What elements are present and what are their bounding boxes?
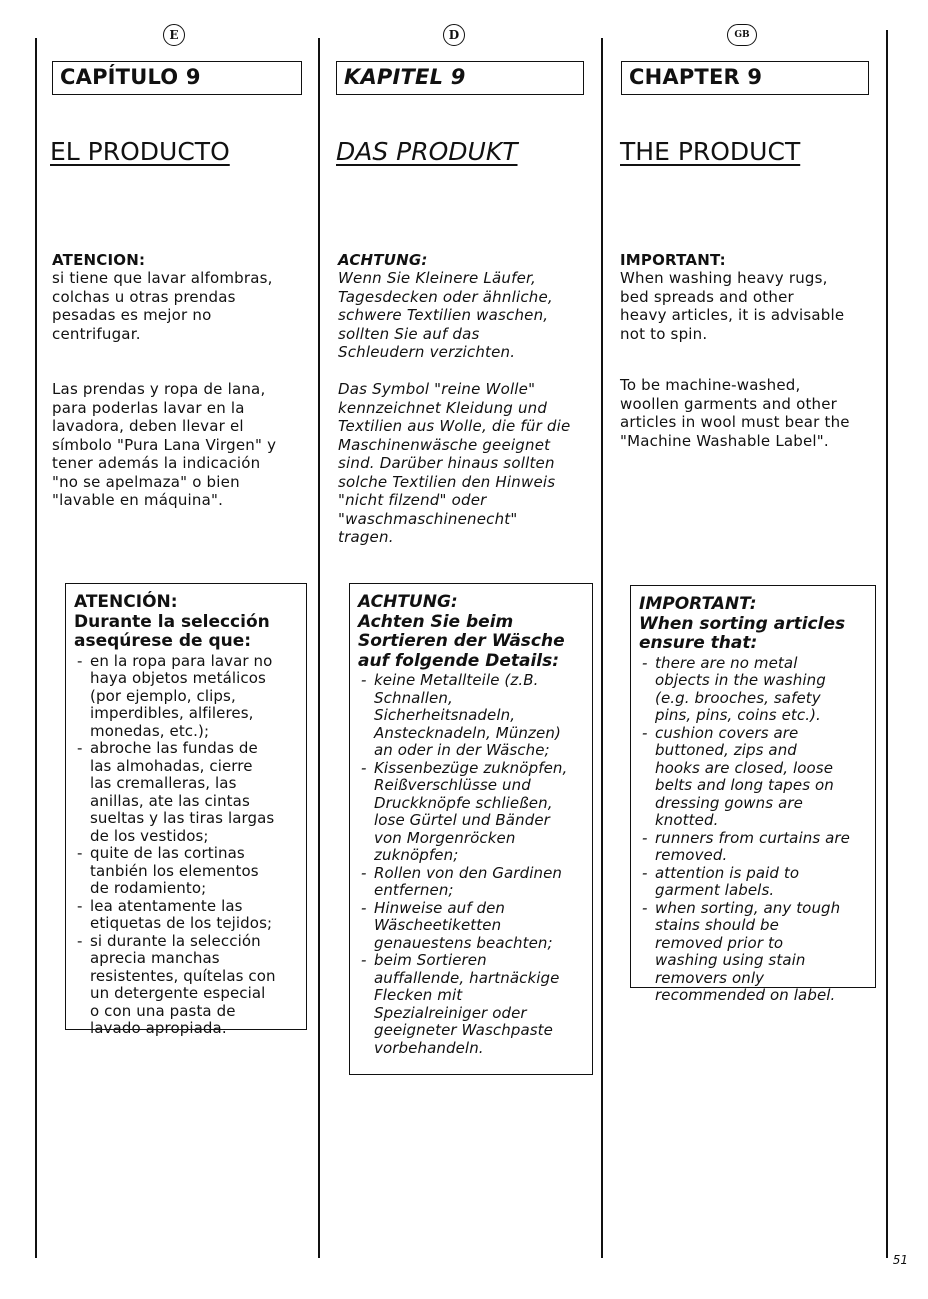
column-divider-right [886, 30, 888, 1258]
section-title: THE PRODUCT [620, 137, 801, 166]
attention-text: si tiene que lavar alfombras, colchas u otras prendas pesadas es mejor no centrifugar. [52, 269, 273, 343]
attention-text: Wenn Sie Kleinere Läufer, Tagesdecken oder ähnliche, schwere Textilien waschen, sollten Sie auf das Schleudern verzichten. [338, 269, 553, 361]
sorting-notice-box [630, 585, 876, 1004]
list-item: - Rollen von den Gardinen entfernen; [358, 865, 584, 900]
sorting-checklist [74, 653, 298, 1038]
list-item: - when sorting, any tough stains should be removed prior to washing using stain removers only recommended on label. [639, 900, 867, 1005]
language-badge-gb: GB [727, 24, 757, 46]
chapter-heading: CHAPTER 9 [621, 61, 869, 95]
sorting-notice-heading: ATENCIÓN: Durante la selección aseqúrese de que: [74, 592, 270, 651]
section-title: DAS PRODUKT [336, 137, 518, 166]
attention-heading: ATENCION: [52, 250, 146, 269]
attention-paragraph [338, 232, 596, 362]
column-divider-left [35, 38, 37, 1258]
list-item: - en la ropa para lavar no haya objetos metálicos (por ejemplo, clips, imperdibles, alfileres, monedas, etc.); [74, 653, 298, 741]
attention-heading: IMPORTANT: [620, 250, 726, 269]
attention-text: When washing heavy rugs, bed spreads and other heavy articles, it is advisable not to spin. [620, 269, 845, 343]
list-item: - runners from curtains are removed. [639, 830, 867, 865]
sorting-checklist [358, 672, 584, 1057]
section-title: EL PRODUCTO [50, 137, 230, 166]
attention-paragraph [52, 232, 312, 343]
wool-paragraph: To be machine-washed, woollen garments and other articles in wool must bear the "Machine Washable Label". [620, 376, 850, 450]
sorting-notice-box [349, 583, 593, 1075]
sorting-checklist [639, 655, 867, 1005]
list-item: - cushion covers are buttoned, zips and hooks are closed, loose belts and long tapes on dressing gowns are knotted. [639, 725, 867, 830]
column-divider-1 [318, 38, 320, 1258]
attention-heading: ACHTUNG: [338, 250, 428, 269]
column-divider-2 [601, 38, 603, 1258]
list-item: - keine Metallteile (z.B. Schnallen, Sicherheitsnadeln, Anstecknadeln, Münzen) an oder in der Wäsche; [358, 672, 584, 760]
list-item: - attention is paid to garment labels. [639, 865, 867, 900]
list-item: - Hinweise auf den Wäscheetiketten genauestens beachten; [358, 900, 584, 953]
list-item: - Kissenbezüge zuknöpfen, Reißverschlüsse und Druckknöpfe schließen, lose Gürtel und Bänder von Morgenröcken zuknöpfen; [358, 760, 584, 865]
sorting-notice-heading: IMPORTANT: When sorting articles ensure that: [639, 594, 846, 653]
list-item: - abroche las fundas de las almohadas, cierre las cremalleras, las anillas, ate las cintas sueltas y las tiras largas de los vestidos; [74, 740, 298, 845]
attention-paragraph [620, 232, 880, 343]
language-badge-d: D [443, 24, 465, 46]
list-item: - quite de las cortinas tanbién los elementos de rodamiento; [74, 845, 298, 898]
page-number: 51 [892, 1253, 908, 1267]
sorting-notice-box [65, 583, 307, 1037]
chapter-heading: CAPÍTULO 9 [52, 61, 302, 95]
list-item: - si durante la selección aprecia manchas resistentes, quítelas con un detergente especial o con una pasta de lavado apropiada. [74, 933, 298, 1038]
wool-paragraph: Las prendas y ropa de lana, para poderlas lavar en la lavadora, deben llevar el símbolo "Pura Lana Virgen" y tener además la indicación "no se apelmaza" o bien "lavable en máquina". [52, 380, 277, 509]
sorting-notice-heading: ACHTUNG: Achten Sie beim Sortieren der Wäsche auf folgende Details: [358, 592, 565, 671]
list-item: - there are no metal objects in the washing (e.g. brooches, safety pins, pins, coins etc.). [639, 655, 867, 725]
wool-paragraph: Das Symbol "reine Wolle" kennzeichnet Kleidung und Textilien aus Wolle, die für die Maschinenwäsche geeignet sind. Darüber hinaus sollten solche Textilien den Hinweis "nicht filzend" oder "waschmaschinenecht" tragen. [338, 380, 571, 546]
list-item: - beim Sortieren auffallende, hartnäckige Flecken mit Spezialreiniger oder geeigneter Waschpaste vorbehandeln. [358, 952, 584, 1057]
language-badge-e: E [163, 24, 185, 46]
chapter-heading: KAPITEL 9 [336, 61, 584, 95]
list-item: - lea atentamente las etiquetas de los tejidos; [74, 898, 298, 933]
